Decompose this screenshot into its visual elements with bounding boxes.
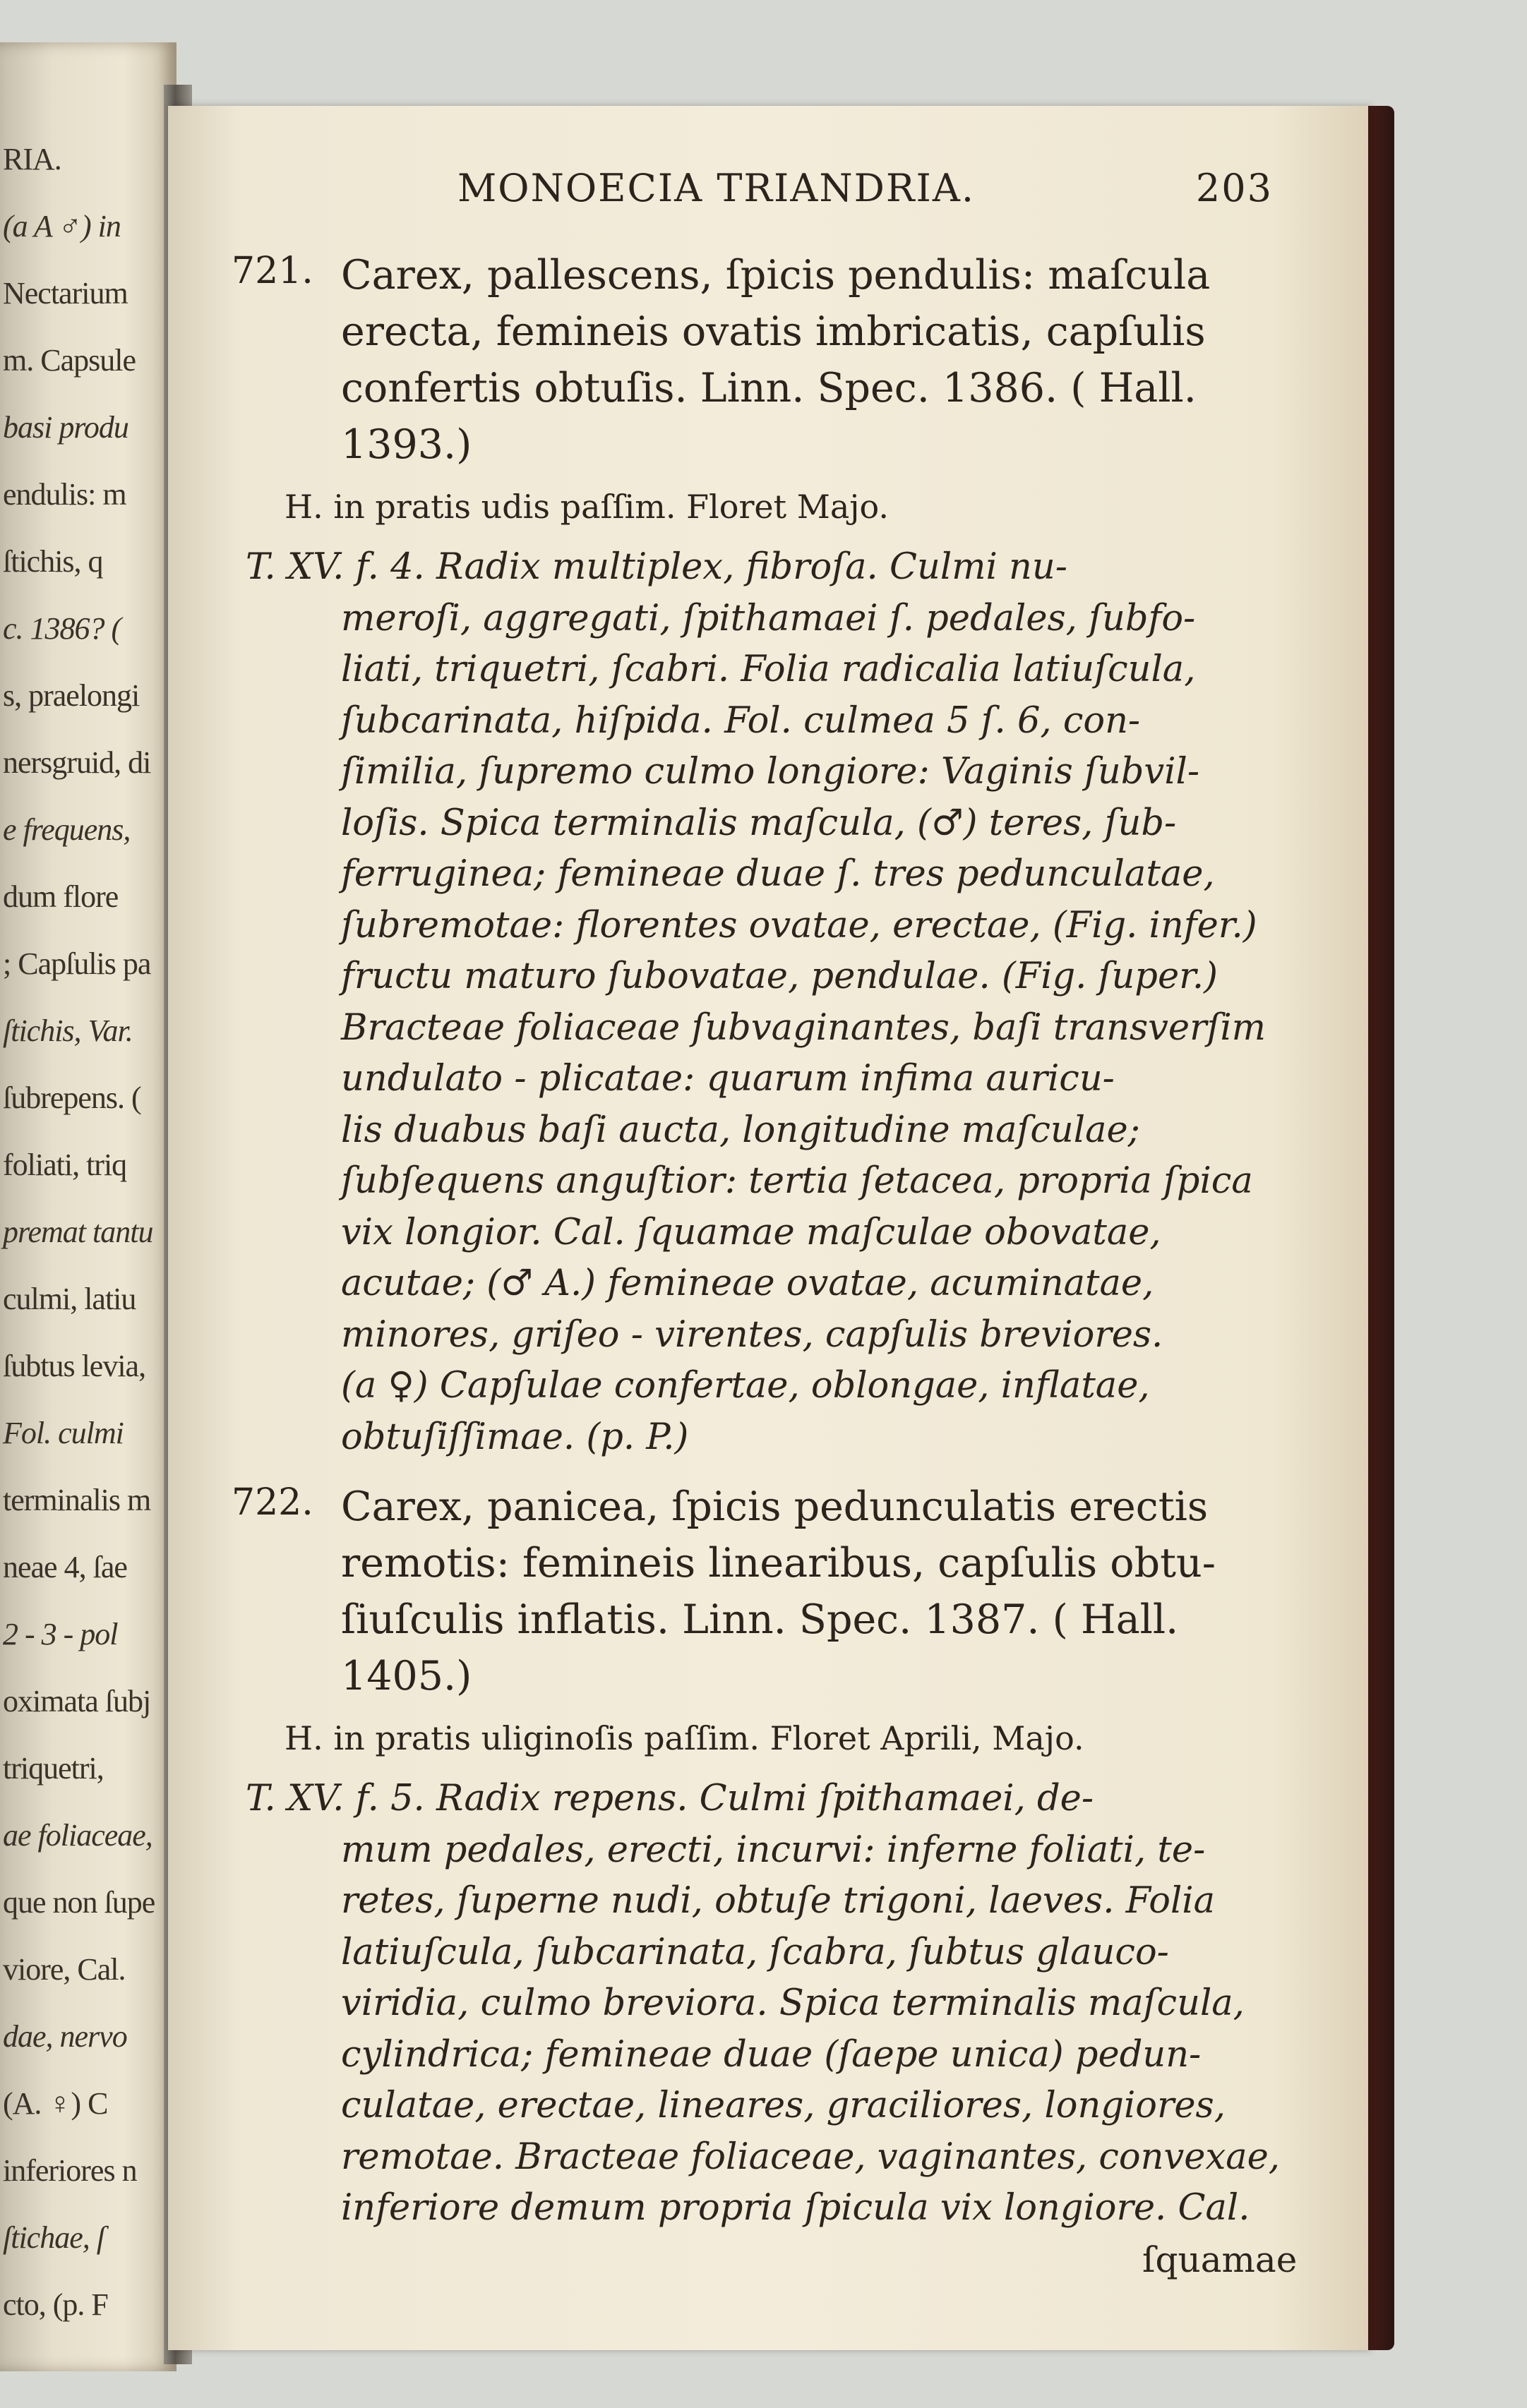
facing-page-fragment: oximata ſubj xyxy=(3,1684,151,1718)
facing-page-fragment: basi produ xyxy=(3,410,128,445)
facing-page-fragment: Nectarium xyxy=(3,276,128,311)
description-line: latiuſcula, ſubcarinata, ſcabra, ſubtus glauco- xyxy=(341,1931,1169,1973)
entry-line: 1393.) xyxy=(341,421,472,468)
description-line: vix longior. Cal. ſquamae maſculae obovatae, xyxy=(341,1211,1161,1253)
description-line: fructu maturo ſubovatae, pendulae. (Fig. ſuper.) xyxy=(341,956,1218,997)
facing-page-fragment: premat tantu xyxy=(3,1215,153,1249)
facing-page-fragment: ſtichae, ſ xyxy=(3,2220,104,2255)
facing-page-fragment: cto, (p. F xyxy=(3,2287,108,2322)
facing-page-fragment: (A. ♀) C xyxy=(3,2086,108,2121)
description-line: obtuſiſſimae. (p. P.) xyxy=(341,1416,689,1458)
description-line: remotae. Bracteae foliaceae, vaginantes, convexae, xyxy=(341,2136,1281,2178)
book-page xyxy=(168,106,1368,2350)
page-number: 203 xyxy=(1195,166,1273,210)
catchword: ſquamae xyxy=(1142,2239,1298,2280)
facing-page-fragment: (a A ♂) in xyxy=(3,209,121,243)
running-title: MONOECIA TRIANDRIA. xyxy=(457,166,976,210)
description-line: ferruginea; femineae duae ſ. tres pedunculatae, xyxy=(341,853,1215,895)
description-line: viridia, culmo breviora. Spica terminalis maſcula, xyxy=(341,1982,1245,2024)
entry-line: remotis: femineis linearibus, capſulis obtu- xyxy=(341,1540,1216,1587)
description-line: cylindrica; femineae duae (ſaepe unica) pedun- xyxy=(341,2033,1202,2076)
facing-page-fragment: Fol. culmi xyxy=(3,1416,124,1450)
facing-page-fragment: inferiores n xyxy=(3,2153,137,2188)
facing-page-fragment: endulis: m xyxy=(3,477,126,512)
entry-line: Carex, pallescens, ſpicis pendulis: maſcula xyxy=(341,252,1211,299)
description-line: meroſi, aggregati, ſpithamaei ſ. pedales, ſubfo- xyxy=(341,597,1196,639)
facing-page-fragment: ſtichis, Var. xyxy=(3,1013,133,1048)
description-line: minores, griſeo - virentes, capſulis breviores. xyxy=(341,1313,1163,1356)
facing-page-fragment: s, praelongi xyxy=(3,678,140,713)
description-line: mum pedales, erecti, incurvi: inferne foliati, te- xyxy=(341,1829,1206,1871)
facing-page-fragment: ſtichis, q xyxy=(3,544,103,579)
page-body xyxy=(210,247,1333,2285)
description-line: loſis. Spica terminalis maſcula, (♂) teres, ſub- xyxy=(341,802,1177,844)
facing-page-fragment: m. Capsule xyxy=(3,343,136,378)
species-entry-722 xyxy=(210,1479,1333,2285)
facing-page-fragment: ae foliaceae, xyxy=(3,1818,152,1853)
habitat-line: H. in pratis udis paſſim. Floret Majo. xyxy=(285,488,890,526)
facing-page-edge xyxy=(0,42,176,2371)
description-line: liati, triquetri, ſcabri. Folia radicalia latiuſcula, xyxy=(341,649,1196,690)
facing-page-fragment: triquetri, xyxy=(3,1751,104,1786)
description-line: undulato - plicatae: quarum infima auricu- xyxy=(341,1058,1115,1100)
description-line: retes, ſuperne nudi, obtuſe trigoni, laeves. Folia xyxy=(341,1880,1215,1922)
description-line: ſubremotae: florentes ovatae, erectae, (Fig. infer.) xyxy=(341,904,1257,946)
facing-page-fragment: ſubtus levia, xyxy=(3,1349,146,1383)
facing-page-fragment: que non ſupe xyxy=(3,1885,155,1920)
facing-page-fragment: foliati, triq xyxy=(3,1148,127,1182)
entry-line: 1405.) xyxy=(341,1653,472,1699)
facing-page-fragment: viore, Cal. xyxy=(3,1952,126,1987)
description-line: T. XV. f. 5. Radix repens. Culmi ſpithamaei, de- xyxy=(246,1778,1094,1819)
facing-page-fragment: RIA. xyxy=(3,142,61,176)
description-line: inferiore demum propria ſpicula vix longiore. Cal. xyxy=(341,2187,1250,2229)
entry-line: confertis obtuſis. Linn. Spec. 1386. ( Hall. xyxy=(341,365,1197,411)
facing-page-fragment: e frequens, xyxy=(3,812,131,847)
description-line: T. XV. f. 4. Radix multiplex, fibroſa. Culmi nu- xyxy=(246,546,1067,588)
species-entry-721 xyxy=(210,247,1333,1463)
description-line: culatae, erectae, lineares, graciliores, longiores, xyxy=(341,2085,1226,2126)
facing-page-fragment: ; Capſulis pa xyxy=(3,946,151,981)
facing-page-fragment: 2 - 3 - pol xyxy=(3,1617,118,1651)
description-line: (a ♀) Capſulae confertae, oblongae, inflatae, xyxy=(341,1365,1150,1407)
description-line: ſubſequens anguſtior: tertia ſetacea, propria ſpica xyxy=(341,1160,1253,1202)
description-line: ſimilia, ſupremo culmo longiore: Vaginis ſubvil- xyxy=(341,751,1200,793)
facing-page-fragment: dae, nervo xyxy=(3,2019,127,2054)
entry-line: erecta, femineis ovatis imbricatis, capſulis xyxy=(341,308,1206,355)
facing-page-fragment: nersgruid, di xyxy=(3,745,151,780)
facing-page-fragment: ſubrepens. ( xyxy=(3,1080,141,1115)
facing-page-fragment: neae 4, ſae xyxy=(3,1550,127,1584)
description-line: acutae; (♂ A.) femineae ovatae, acuminatae, xyxy=(341,1263,1154,1304)
entry-line: ſiuſculis inflatis. Linn. Spec. 1387. ( Hall. xyxy=(341,1596,1179,1643)
description-line: Bracteae foliaceae ſubvaginantes, baſi transverſim xyxy=(341,1006,1266,1049)
facing-page-fragment: dum flore xyxy=(3,879,119,914)
facing-page-fragment: c. 1386? ( xyxy=(3,611,121,646)
running-header xyxy=(457,166,1273,210)
description-line: ſubcarinata, hiſpida. Fol. culmea 5 ſ. 6, con- xyxy=(341,699,1141,742)
facing-page-fragment: culmi, latiu xyxy=(3,1282,136,1316)
habitat-line: H. in pratis uliginoſis paſſim. Floret Aprili, Majo. xyxy=(285,1719,1084,1757)
facing-page-fragment: terminalis m xyxy=(3,1483,151,1517)
entry-number: 721. xyxy=(232,250,313,292)
entry-number: 722. xyxy=(232,1481,313,1524)
description-line: lis duabus baſi aucta, longitudine maſculae; xyxy=(341,1109,1140,1151)
entry-line: Carex, panicea, ſpicis pedunculatis erectis xyxy=(341,1483,1209,1530)
